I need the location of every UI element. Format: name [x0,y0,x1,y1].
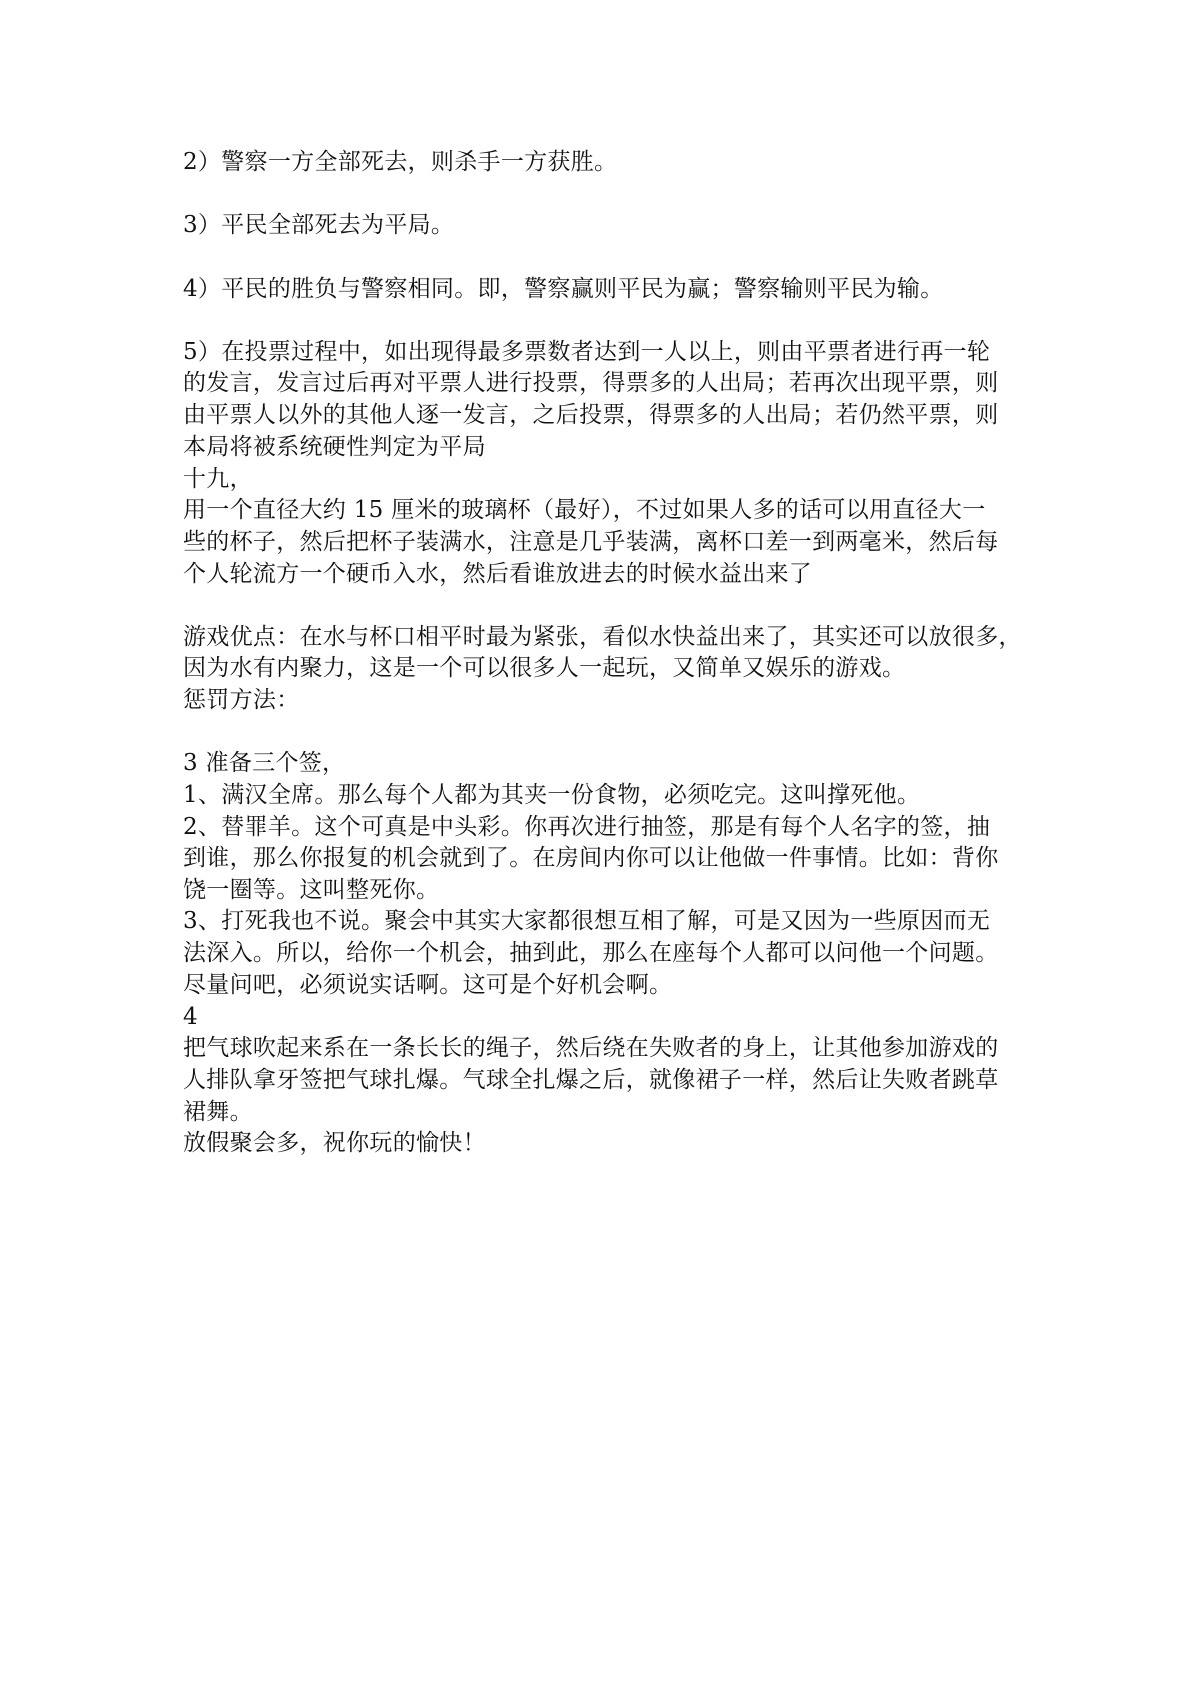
text-line: 2）警察一方全部死去，则杀手一方获胜。 [183,149,618,175]
text-line: 4）平民的胜负与警察相同。即，警察赢则平民为赢；警察输则平民为输。 [183,276,944,302]
text-line: 由平票人以外的其他人逐一发言，之后投票，得票多的人出局；若仍然平票，则 [183,402,999,428]
text-line: 个人轮流方一个硬币入水，然后看谁放进去的时候水益出来了 [183,561,813,587]
text-line: 3 准备三个签， [183,750,346,776]
text-line: 本局将被系统硬性判定为平局 [183,434,486,460]
text-line: 因为水有内聚力，这是一个可以很多人一起玩，又简单又娱乐的游戏。 [183,655,906,681]
text-line: 人排队拿牙签把气球扎爆。气球全扎爆之后，就像裙子一样，然后让失败者跳草 [183,1067,999,1093]
section-heading: 十九， [183,466,253,492]
text-line: 3）平民全部死去为平局。 [183,212,455,238]
section-heading: 4 [183,1004,198,1030]
text-line: 些的杯子，然后把杯子装满水，注意是几乎装满，离杯口差一到两毫米，然后每 [183,529,999,555]
text-line: 放假聚会多，祝你玩的愉快！ [183,1130,486,1156]
text-line: 3、打死我也不说。聚会中其实大家都很想互相了解，可是又因为一些原因而无 [183,908,991,934]
text-line: 法深入。所以，给你一个机会，抽到此，那么在座每个人都可以问他一个问题。 [183,940,999,966]
text-line: 惩罚方法： [183,687,300,713]
text-line: 的发言，发言过后再对平票人进行投票，得票多的人出局；若再次出现平票，则 [183,370,999,396]
text-line: 裙舞。 [183,1099,253,1125]
text-line: 用一个直径大约 15 厘米的玻璃杯（最好），不过如果人多的话可以用直径大一 [183,497,986,523]
text-line: 5）在投票过程中，如出现得最多票数者达到一人以上，则由平票者进行再一轮 [183,339,991,365]
text-line: 1、满汉全席。那么每个人都为其夹一份食物，必须吃完。这叫撑死他。 [183,782,921,808]
text-line: 2、替罪羊。这个可真是中头彩。你再次进行抽签，那是有每个人名字的签，抽 [183,814,991,840]
text-line: 到谁，那么你报复的机会就到了。在房间内你可以让他做一件事情。比如：背你 [183,845,999,871]
text-line: 饶一圈等。这叫整死你。 [183,877,440,903]
text-line: 把气球吹起来系在一条长长的绳子，然后绕在失败者的身上，让其他参加游戏的 [183,1035,999,1061]
text-line: 游戏优点：在水与杯口相平时最为紧张，看似水快益出来了，其实还可以放很多， [183,624,1022,650]
text-line: 尽量问吧，必须说实话啊。这可是个好机会啊。 [183,972,673,998]
